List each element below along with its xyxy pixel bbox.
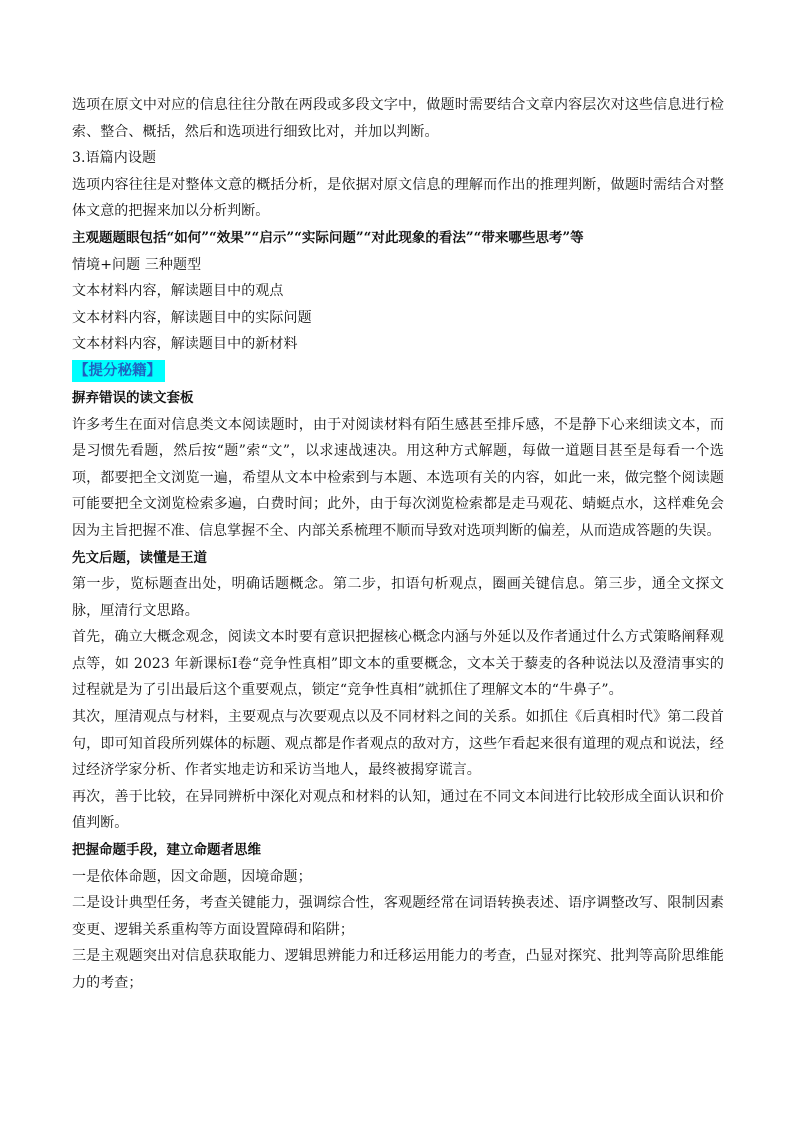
paragraph: 情境+问题 三种题型 (72, 256, 202, 273)
paragraph: 选项在原文中对应的信息往往分散在两段或多段文字中，做题时需要结合文章内容层次对这些信息进行检索、整合、概括，然后和选项进行细致比对，并加以判断。 (72, 97, 724, 140)
highlight-heading-row (72, 359, 724, 384)
bold-heading: 主观题题眼包括“如何”“效果”“启示”“实际问题”“对此现象的看法”“带来哪些思考”等 (72, 229, 584, 246)
document-page (72, 92, 724, 997)
paragraph: 首先，确立大概念观念，阅读文本时要有意识把握核心概念内涵与外延以及作者通过什么方式策略阐释观点等，如 2023 年新课标Ⅰ卷“竞争性真相”即文本的重要概念，文本关于藜麦的各种说法以及澄清事实的过程就是为了引出最后这个重要观点，锁定“竞争性真相”就抓住了理解文本的“牛鼻子”。 (72, 629, 724, 699)
paragraph: 再次，善于比较，在异同辨析中深化对观点和材料的认知，通过在不同文本间进行比较形成全面认识和价值判断。 (72, 788, 724, 832)
paragraph: 第一步，览标题查出处，明确话题概念。第二步，扣语句析观点，圈画关键信息。第三步，通全文探文脉，厘清行文思路。 (72, 576, 724, 619)
list-item: 三是主观题突出对信息获取能力、逻辑思辨能力和迁移运用能力的考查，凸显对探究、批判等高阶思维能力的考查； (72, 948, 724, 991)
bold-heading: 先文后题，读懂是王道 (72, 549, 207, 566)
paragraph: 选项内容往往是对整体文意的概括分析，是依据对原文信息的理解而作出的推理判断，做题时需结合对整体文意的把握来加以分析判断。 (72, 176, 724, 220)
highlight-heading: 【提分秘籍】 (72, 360, 165, 382)
bold-heading: 把握命题手段，建立命题者思维 (72, 842, 261, 859)
paragraph: 许多考生在面对信息类文本阅读题时，由于对阅读材料有陌生感甚至排斥感，不是静下心来细读文本，而是习惯先看题，然后按“题”索“文”，以求速战速决。用这种方式解题，每做一道题目甚至是每看一个选项，都要把全文浏览一遍，希望从文本中检索到与本题、本选项有关的内容，如此一来，做完整个阅读题可能要把全文浏览检索多遍，白费时间；此外，由于每次浏览检索都是走马观花、蜻蜓点水，这样难免会因为主旨把握不准、信息掌握不全、内部关系梳理不顺而导致对选项判断的偏差，从而造成答题的失误。 (72, 416, 724, 539)
list-item: 文本材料内容，解读题目中的实际问题 (72, 309, 312, 326)
list-item: 文本材料内容，解读题目中的新材料 (72, 336, 298, 353)
section-heading: 3.语篇内设题 (72, 150, 157, 167)
list-item: 二是设计典型任务，考查关键能力，强调综合性，客观题经常在词语转换表述、语序调整改写、限制因素变更、逻辑关系重构等方面设置障碍和陷阱； (72, 895, 724, 938)
bold-heading: 摒弃错误的读文套板 (72, 389, 194, 406)
list-item: 一是依体命题，因文命题，因境命题； (72, 868, 312, 885)
list-item: 文本材料内容，解读题目中的观点 (72, 283, 284, 300)
paragraph: 其次，厘清观点与材料，主要观点与次要观点以及不同材料之间的关系。如抓住《后真相时代》第二段首句，即可知首段所列媒体的标题、观点都是作者观点的敌对方，这些乍看起来很有道理的观点和说法，经过经济学家分析、作者实地走访和采访当地人，最终被揭穿谎言。 (72, 709, 724, 779)
